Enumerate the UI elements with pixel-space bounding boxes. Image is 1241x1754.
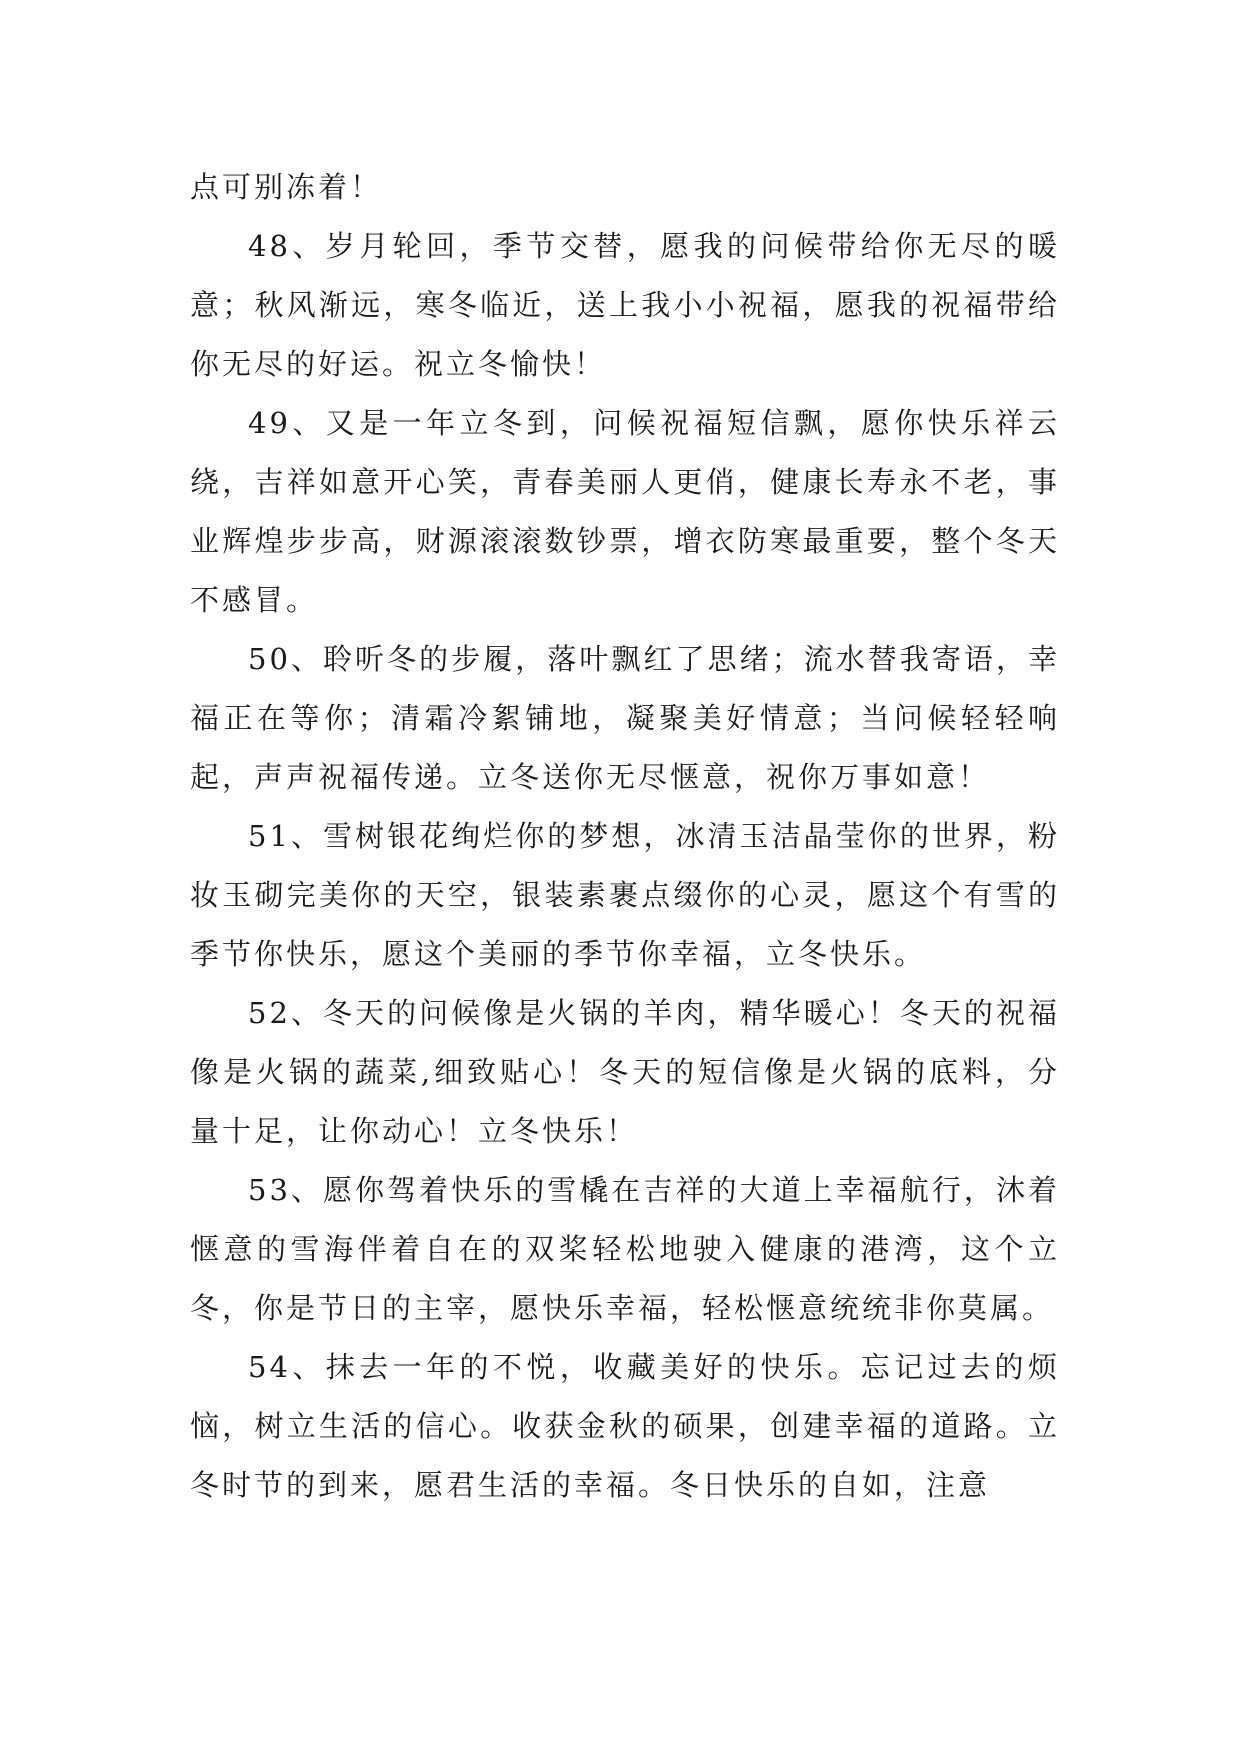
paragraph-53: 53、愿你驾着快乐的雪橇在吉祥的大道上幸福航行，沐着惬意的雪海伴着自在的双桨轻松地驶入健康的港湾，这个立冬，你是节日的主宰，愿快乐幸福，轻松惬意统统非你莫属。 bbox=[190, 1173, 1060, 1325]
paragraph-49: 49、又是一年立冬到，问候祝福短信飘，愿你快乐祥云绕，吉祥如意开心笑，青春美丽人更俏，健康长寿永不老，事业辉煌步步高，财源滚滚数钞票，增衣防寒最重要，整个冬天不感冒。 bbox=[190, 406, 1060, 617]
paragraph-54: 54、抹去一年的不悦，收藏美好的快乐。忘记过去的烦恼，树立生活的信心。收获金秋的硕果，创建幸福的道路。立冬时节的到来，愿君生活的幸福。冬日快乐的自如，注意 bbox=[190, 1350, 1060, 1502]
paragraph-continuation: 点可别冻着！ bbox=[190, 170, 383, 204]
document-body bbox=[190, 158, 1060, 1515]
paragraph-51: 51、雪树银花绚烂你的梦想，冰清玉洁晶莹你的世界，粉妆玉砌完美你的天空，银装素裹点缀你的心灵，愿这个有雪的季节你快乐，愿这个美丽的季节你幸福，立冬快乐。 bbox=[190, 819, 1060, 971]
paragraph-48: 48、岁月轮回，季节交替，愿我的问候带给你无尽的暖意；秋风渐远，寒冬临近，送上我小小祝福，愿我的祝福带给你无尽的好运。祝立冬愉快！ bbox=[190, 229, 1060, 381]
paragraph-52: 52、冬天的问候像是火锅的羊肉，精华暖心！冬天的祝福像是火锅的蔬菜,细致贴心！冬天的短信像是火锅的底料，分量十足，让你动心！立冬快乐！ bbox=[190, 996, 1060, 1148]
paragraph-50: 50、聆听冬的步履，落叶飘红了思绪；流水替我寄语，幸福正在等你；清霜冷絮铺地，凝聚美好情意；当问候轻轻响起，声声祝福传递。立冬送你无尽惬意，祝你万事如意！ bbox=[190, 642, 1060, 794]
